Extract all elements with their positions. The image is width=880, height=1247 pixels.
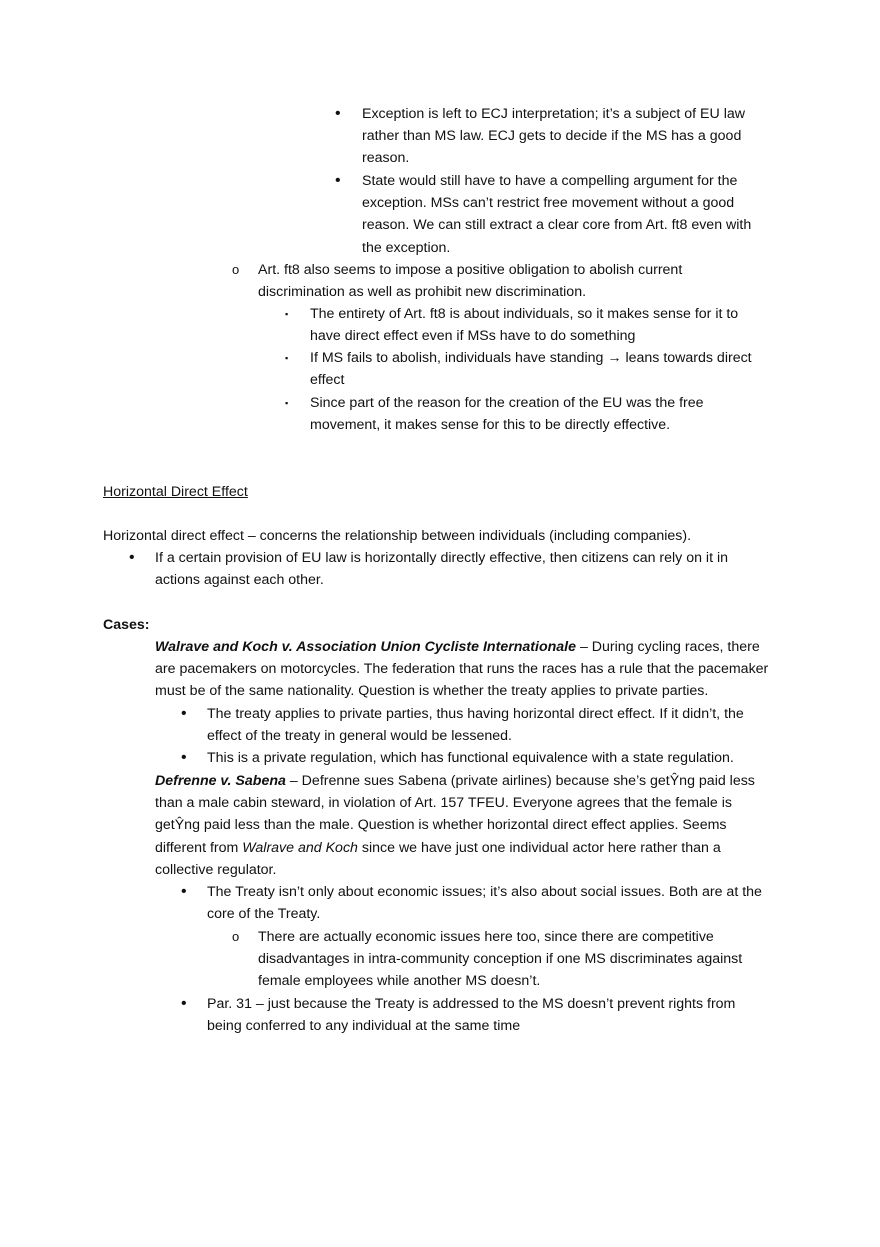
arrow-icon: →	[607, 350, 622, 366]
square-marker: ▪	[285, 309, 289, 319]
list-item-text: This is a private regulation, which has functional equivalence with a state regulation.	[207, 750, 734, 766]
case-paragraph	[155, 636, 780, 703]
list-item-text: If a certain provision of EU law is horizontally directly effective, then citizens can rely on it in actions against each other.	[155, 550, 729, 589]
list-item-text: Exception is left to ECJ interpretation; it’s a subject of EU law rather than MS law. ECJ gets to decide if the MS has a good reason.	[362, 106, 745, 167]
text-run: leans towards direct effect	[310, 350, 752, 389]
case-text	[155, 770, 775, 881]
case-description: – Defrenne sues Sabena (private airlines) because she’s getŶng paid less than a male cabin steward, in violation of Art. 157 TFEU. Everyone agrees that the female is getŶng paid less than the male. Question is whether horizontal direct effect applies. Seems different from	[155, 773, 755, 856]
bullet-marker: •	[181, 883, 187, 900]
list-item-text: The Treaty isn’t only about economic issues; it’s also about social issues. Both are at the core of the Treaty.	[207, 884, 762, 923]
square-marker: ▪	[285, 353, 289, 363]
list-item	[155, 547, 775, 591]
list-item	[207, 993, 767, 1037]
list-item-text	[310, 347, 770, 391]
square-marker: ▪	[285, 398, 289, 408]
bullet-marker: •	[181, 705, 187, 722]
list-item-text: Par. 31 – just because the Treaty is addressed to the MS doesn’t prevent rights from being conferred to any individual at the same time	[207, 996, 736, 1035]
case-description: – During cycling races, there are pacemakers on motorcycles. The federation that runs the races has a rule that the pacemaker must be of the same nationality. Question is whether the treaty applies to private parties.	[155, 639, 769, 700]
cases-label-text: Cases:	[103, 617, 150, 633]
circle-marker: o	[232, 929, 240, 944]
list-item	[207, 747, 782, 769]
list-item-text: Since part of the reason for the creation of the EU was the free movement, it makes sense for this to be directly effective.	[310, 395, 704, 434]
bullet-marker: •	[129, 549, 135, 566]
case-name: Walrave and Koch v. Association Union Cycliste Internationale	[155, 639, 577, 655]
cases-label	[103, 614, 150, 636]
bullet-marker: •	[181, 995, 187, 1012]
case-name: Defrenne v. Sabena	[155, 773, 286, 789]
list-item	[207, 703, 782, 747]
list-item-text: The entirety of Art. ft8 is about individuals, so it makes sense for it to have direct effect even if MSs have to do something	[310, 306, 739, 345]
case-description: since we have just one individual actor here rather than a collective regulator.	[155, 839, 721, 878]
list-item	[207, 881, 782, 925]
list-item-text: State would still have to have a compelling argument for the exception. MSs can’t restrict free movement without a good reason. We can still extract a clear core from Art. ft8 even with the exception.	[362, 173, 752, 256]
definition-paragraph: Horizontal direct effect – concerns the relationship between individuals (including companies).	[103, 528, 692, 544]
list-item	[310, 392, 740, 436]
case-text	[155, 636, 780, 703]
list-item-text: The treaty applies to private parties, thus having horizontal direct effect. If it didn’t, the effect of the treaty in general would be lessened.	[207, 706, 744, 745]
list-item-text: Art. ft8 also seems to impose a positive obligation to abolish current discrimination as well as prohibit new discrimination.	[258, 262, 683, 301]
circle-marker: o	[232, 262, 240, 277]
section-heading: Horizontal Direct Effect	[103, 484, 248, 500]
bullet-marker: •	[335, 172, 341, 189]
bullet-marker: •	[335, 105, 341, 122]
case-paragraph	[155, 770, 775, 881]
bullet-marker: •	[181, 749, 187, 766]
list-item	[362, 103, 772, 170]
list-item	[310, 303, 770, 347]
list-item-text: There are actually economic issues here too, since there are competitive disadvantages in intra-community conception if one MS discriminates against female employees while another MS doesn’t.	[258, 929, 743, 990]
list-item	[258, 926, 768, 993]
list-item	[258, 259, 718, 303]
list-item	[362, 170, 772, 259]
case-reference: Walrave and Koch	[242, 839, 358, 856]
text-run: If MS fails to abolish, individuals have standing	[310, 350, 608, 366]
list-item	[310, 347, 770, 391]
